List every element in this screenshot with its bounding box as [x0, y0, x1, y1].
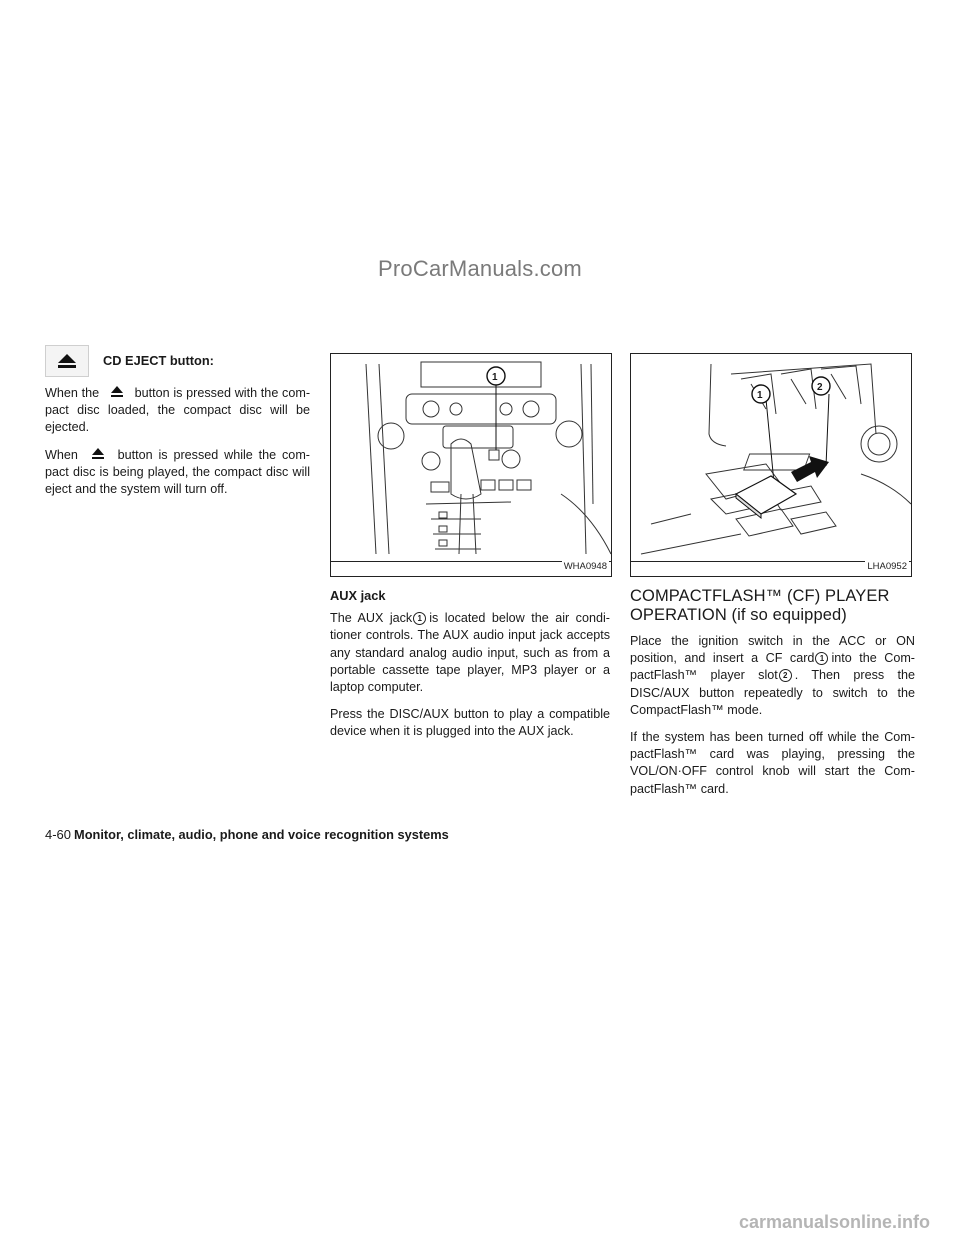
eject-icon: [45, 345, 89, 377]
aux-heading: AUX jack: [330, 588, 386, 603]
figure-cf-card-illustration: [630, 353, 912, 577]
cd-eject-heading-row: [45, 345, 310, 377]
cd-eject-para-1: When the button is pressed with the com-pact disc loaded, the compact disc will be ejected.: [45, 386, 311, 435]
callout-1: 1: [757, 390, 763, 401]
figure-aux-jack-illustration: [330, 353, 612, 577]
cf-para-2: If the system has been turned off while the Com-pactFlash™ card was playing, pressing the VOL/ON·OFF control knob will start the Com-pactFlash™ card.: [630, 730, 915, 796]
figure-code: LHA0952: [865, 558, 909, 575]
figure-code: WHA0948: [562, 558, 609, 575]
page-number: 4-60: [45, 827, 72, 842]
column-cd-eject: [45, 345, 310, 508]
cd-eject-heading: CD EJECT button:: [103, 353, 214, 369]
cf-slot-drawing: [631, 354, 911, 562]
eject-icon: [103, 385, 131, 399]
page-footer: [45, 827, 449, 842]
watermark-bottom: carmanualsonline.info: [738, 1212, 930, 1232]
dashboard-aux-drawing: [331, 354, 611, 562]
aux-para-2: Press the DISC/AUX button to play a compatible device when it is plugged into the AUX jack.: [330, 707, 610, 739]
eject-icon: [84, 447, 112, 461]
callout-1: 1: [492, 372, 498, 383]
aux-para-1: The AUX jack 1 is located below the air condi-tioner controls. The AUX audio input jack accepts any standard analog audio input, such as from a portable cassette tape player, MP3 player or a laptop computer.: [330, 611, 610, 695]
section-title: Monitor, climate, audio, phone and voice recognition systems: [74, 827, 449, 842]
cd-eject-para-2: When button is pressed while the com-pact disc is being played, the compact disc will eject and the system will turn off.: [45, 447, 310, 497]
callout-1-inline: 1: [413, 612, 426, 625]
callout-2-inline: 2: [779, 669, 792, 682]
watermark-top: ProCarManuals.com: [378, 256, 582, 281]
column-compactflash: [630, 345, 915, 808]
cf-heading: COMPACTFLASH™ (CF) PLAYER OPERATION (if so equipped): [630, 587, 890, 624]
cf-para-1: Place the ignition switch in the ACC or ON position, and insert a CF card 1 into the Com-pactFlash™ player slot 2 . Then press the DISC/AUX button repeatedly to switch to the CompactFlash™ mode.: [630, 634, 916, 717]
callout-1-inline: 1: [815, 652, 828, 665]
callout-2: 2: [817, 382, 823, 393]
column-aux: [330, 345, 610, 751]
